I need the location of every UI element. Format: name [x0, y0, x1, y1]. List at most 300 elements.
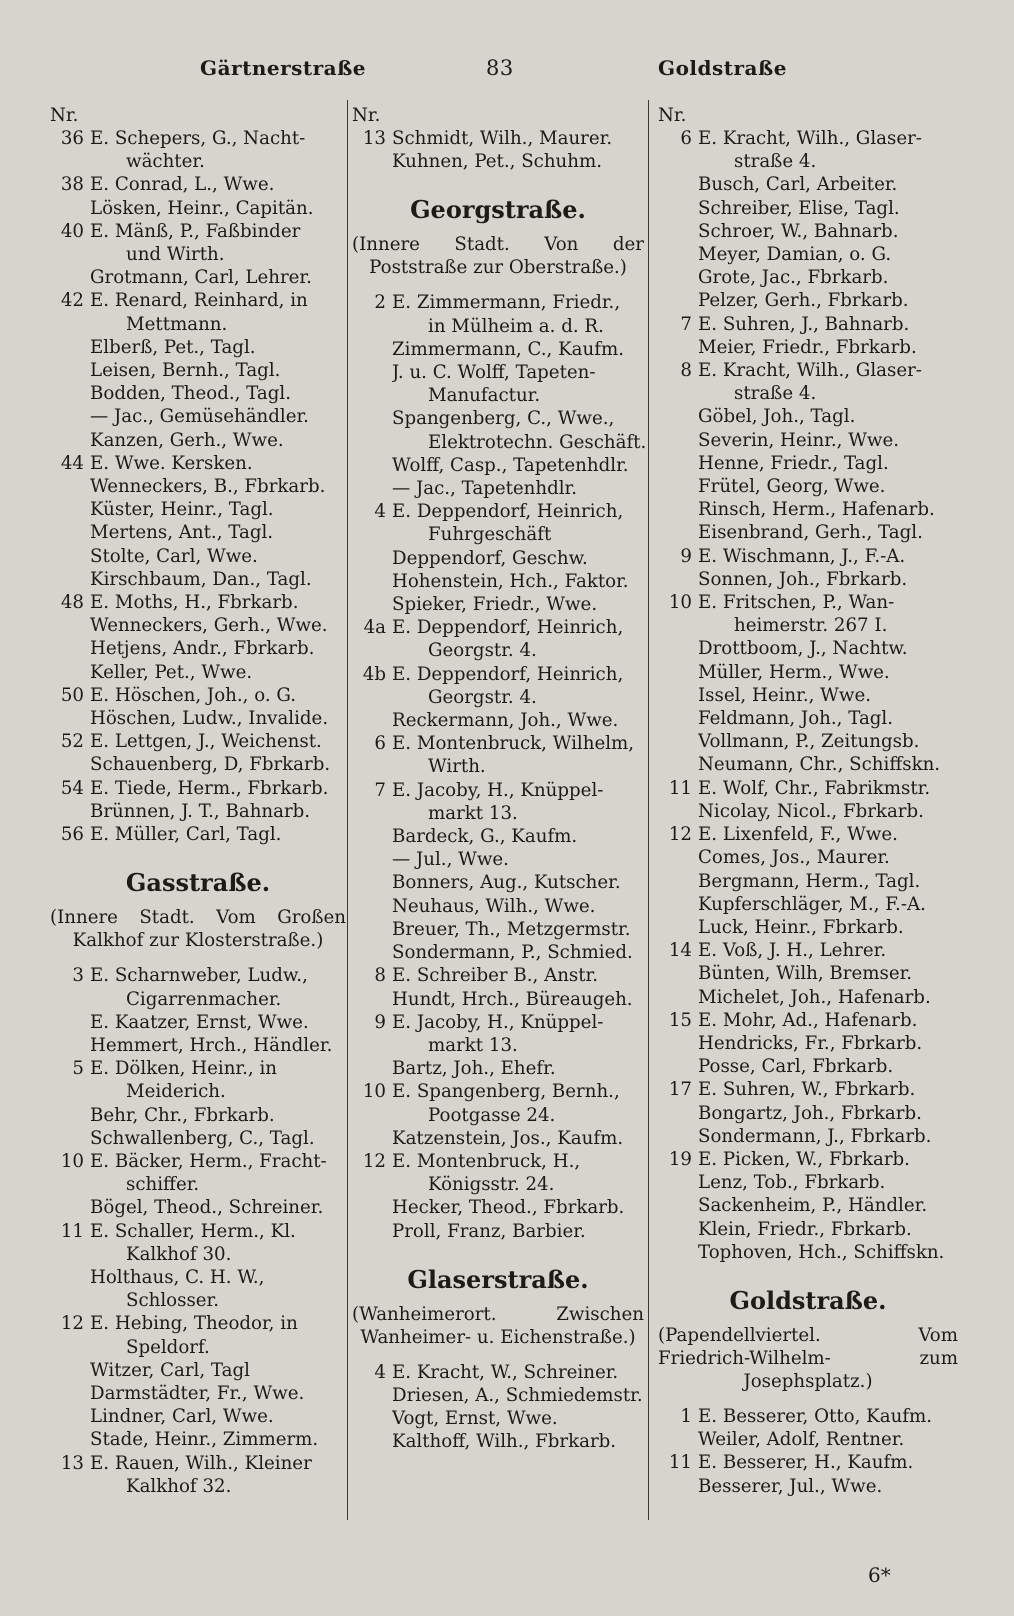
entry-line: Göbel, Joh., Tagl.: [698, 406, 856, 428]
house-number: 1: [680, 1405, 692, 1427]
resident-text: [392, 500, 644, 546]
entry-line: E. Kaatzer, Ernst, Wwe.: [90, 1011, 309, 1033]
address-entry: [658, 1405, 958, 1428]
house-number: 38: [60, 174, 84, 196]
address-entry: [50, 521, 346, 544]
house-number: [352, 1220, 392, 1243]
entry-line: E. Höschen, Joh., o. G.: [90, 684, 297, 706]
address-entry: [50, 777, 346, 800]
address-entry: [658, 452, 958, 475]
entry-line: E. Müller, Carl, Tagl.: [90, 824, 282, 846]
street-heading: Goldstraße.: [729, 1285, 887, 1315]
house-number: [352, 941, 392, 964]
entry-line: Schauenberg, D, Fbrkarb.: [90, 754, 331, 776]
address-entry: [658, 591, 958, 637]
entry-line: markt 13.: [428, 1034, 518, 1056]
entry-line: wächter.: [126, 151, 205, 173]
address-entry: [50, 452, 346, 475]
house-number: [658, 429, 698, 452]
entry-line: Luck, Heinr., Fbrkarb.: [698, 916, 904, 938]
street-heading: Glaserstraße.: [407, 1264, 589, 1294]
entry-list: [658, 1405, 958, 1498]
house-number: 54: [60, 777, 84, 799]
house-number: [50, 336, 90, 359]
resident-text: [90, 1057, 346, 1103]
resident-text: [698, 939, 958, 962]
address-entry: [50, 637, 346, 660]
address-entry: [658, 127, 958, 173]
address-entry: [352, 1080, 644, 1126]
address-entry: [658, 753, 958, 776]
entry-line: Brünnen, J. T., Bahnarb.: [90, 800, 311, 822]
house-number: [50, 1266, 90, 1312]
resident-text: [698, 336, 958, 359]
entry-line: Meier, Friedr., Fbrkarb.: [698, 336, 917, 358]
header-left-street: Gärtnerstraße: [200, 56, 367, 80]
house-number: [658, 986, 698, 1009]
address-entry: [50, 684, 346, 707]
address-entry: [50, 336, 346, 359]
entry-line: Reckermann, Joh., Wwe.: [392, 710, 619, 732]
entry-line: Mettmann.: [126, 313, 228, 335]
house-number: [50, 1104, 90, 1127]
entry-line: Hemmert, Hrch., Händler.: [90, 1034, 333, 1056]
entry-line: E. Wischmann, J., F.-A.: [698, 545, 906, 567]
entry-line: Schmidt, Wilh., Maurer.: [392, 128, 613, 149]
resident-text: [90, 1452, 346, 1498]
entry-line: E. Renard, Reinhard, in: [90, 290, 308, 312]
address-entry: [658, 1055, 958, 1078]
resident-text: [698, 962, 958, 985]
entry-line: Meiderich.: [126, 1081, 226, 1103]
entry-line: E. Rauen, Wilh., Kleiner: [90, 1452, 312, 1474]
house-number: 7: [680, 313, 692, 335]
house-number: [658, 1475, 698, 1498]
resident-text: [698, 289, 958, 312]
resident-text: [392, 964, 644, 987]
resident-text: [698, 197, 958, 220]
house-number: [352, 454, 392, 477]
entry-line: Behr, Chr., Fbrkarb.: [90, 1104, 275, 1126]
resident-text: [90, 684, 346, 707]
entry-line: Severin, Heinr., Wwe.: [698, 429, 900, 451]
entry-line: heimerstr. 267 I.: [734, 615, 888, 637]
resident-text: [392, 454, 644, 477]
address-entry: [50, 1312, 346, 1358]
entry-line: E. Schreiber B., Anstr.: [392, 965, 599, 987]
address-entry: [50, 127, 346, 173]
address-entry: [50, 1196, 346, 1219]
entry-line: E. Wolf, Chr., Fabrikmstr.: [698, 777, 931, 799]
nr-label: Nr.: [658, 105, 687, 126]
entry-line: in Mülheim a. d. R.: [428, 315, 604, 337]
street-description: [658, 1324, 958, 1393]
address-entry: [50, 964, 346, 1010]
resident-text: [90, 1428, 346, 1451]
resident-text: [698, 1102, 958, 1125]
house-number: 17: [668, 1079, 692, 1101]
house-number: [50, 1127, 90, 1150]
resident-text: [90, 475, 346, 498]
resident-text: [698, 313, 958, 336]
resident-text: [698, 1171, 958, 1194]
resident-text: [392, 150, 644, 173]
entry-line: E. Zimmermann, Friedr.,: [392, 292, 621, 314]
address-entry: [352, 848, 644, 871]
resident-text: [698, 127, 958, 173]
house-number: [50, 661, 90, 684]
address-entry: [50, 266, 346, 289]
house-number: [352, 1127, 392, 1150]
address-entry: [658, 1171, 958, 1194]
entry-line: Hundt, Hrch., Büreaugeh.: [392, 988, 633, 1010]
description-line: Friedrich-Wilhelm- zum: [658, 1347, 958, 1369]
house-number: [658, 173, 698, 196]
entry-line: Bongartz, Joh., Fbrkarb.: [698, 1102, 922, 1124]
address-entry: [352, 1384, 644, 1407]
house-number: 8: [680, 360, 692, 382]
street-description: [352, 1303, 644, 1349]
address-entry: [50, 661, 346, 684]
address-entry: [352, 1407, 644, 1430]
address-entry: [658, 197, 958, 220]
resident-text: [90, 197, 346, 220]
entry-line: Drottboom, J., Nachtw.: [698, 638, 908, 660]
address-entry: [50, 220, 346, 266]
entry-line: E. Lixenfeld, F., Wwe.: [698, 824, 898, 846]
nr-label: Nr.: [50, 105, 79, 126]
house-number: 11: [60, 1220, 84, 1242]
address-entry: [658, 1475, 958, 1498]
resident-text: [698, 870, 958, 893]
entry-line: Schreiber, Elise, Tagl.: [698, 197, 900, 219]
resident-text: [698, 684, 958, 707]
house-number: 4: [374, 1361, 386, 1383]
address-entry: [352, 150, 644, 173]
address-entry: [658, 684, 958, 707]
entry-line: E. Bäcker, Herm., Fracht-: [90, 1150, 327, 1172]
resident-text: [90, 266, 346, 289]
address-entry: [352, 1361, 644, 1384]
resident-text: [698, 893, 958, 916]
entry-line: E. Suhren, J., Bahnarb.: [698, 313, 910, 335]
house-number: [658, 521, 698, 544]
address-entry: [50, 707, 346, 730]
house-number: [352, 1384, 392, 1407]
address-entry: [658, 266, 958, 289]
house-number: [658, 1125, 698, 1148]
entry-line: E. Picken, W., Fbrkarb.: [698, 1148, 910, 1170]
entry-line: Wenneckers, Gerh., Wwe.: [90, 615, 328, 637]
entry-line: Deppendorf, Geschw.: [392, 547, 588, 569]
house-number: [658, 1102, 698, 1125]
address-entry: [658, 962, 958, 985]
entry-line: Tophoven, Hch., Schiffskn.: [698, 1241, 945, 1263]
entry-line: Fuhrgeschäft: [428, 524, 552, 546]
resident-text: [698, 452, 958, 475]
entry-line: E. Besserer, Otto, Kaufm.: [698, 1405, 933, 1427]
address-entry: [658, 568, 958, 591]
house-number: 19: [668, 1148, 692, 1170]
house-number: [658, 405, 698, 428]
entry-line: Müller, Herm., Wwe.: [698, 661, 890, 683]
entry-line: Hecker, Theod., Fbrkarb.: [392, 1197, 625, 1219]
house-number: [352, 593, 392, 616]
resident-text: [90, 382, 346, 405]
entry-list: [658, 127, 958, 1264]
entry-line: — Jul., Wwe.: [392, 849, 509, 871]
entry-line: Lindner, Carl, Wwe.: [90, 1406, 274, 1428]
address-entry: [658, 1241, 958, 1264]
header-right-street: Goldstraße: [658, 56, 787, 80]
house-number: [658, 1171, 698, 1194]
address-entry: [658, 1078, 958, 1101]
resident-text: [698, 1241, 958, 1264]
house-number: [658, 197, 698, 220]
house-number: 42: [60, 290, 84, 312]
address-entry: [658, 220, 958, 243]
house-number: [352, 709, 392, 732]
house-number: [658, 1428, 698, 1451]
entry-line: E. Mänß, P., Faßbinder: [90, 220, 301, 242]
entry-line: E. Dölken, Heinr., in: [90, 1058, 277, 1080]
resident-text: [392, 941, 644, 964]
entry-line: E. Lettgen, J., Weichenst.: [90, 731, 322, 753]
resident-text: [392, 825, 644, 848]
address-entry: [50, 498, 346, 521]
resident-text: [392, 361, 644, 407]
address-entry: [50, 1382, 346, 1405]
resident-text: [392, 709, 644, 732]
resident-text: [90, 964, 346, 1010]
resident-text: [698, 1475, 958, 1498]
address-entry: [658, 661, 958, 684]
address-entry: [352, 500, 644, 546]
house-number: 11: [668, 1452, 692, 1474]
entry-line: Zimmermann, C., Kaufm.: [392, 338, 624, 360]
address-entry: [50, 1359, 346, 1382]
resident-text: [392, 1407, 644, 1430]
resident-text: [392, 732, 644, 778]
description-line: Poststraße zur Oberstraße.): [369, 257, 627, 279]
entry-line: straße 4.: [734, 383, 817, 405]
house-number: [658, 568, 698, 591]
address-entry: [50, 614, 346, 637]
address-entry: [658, 289, 958, 312]
resident-text: [90, 498, 346, 521]
address-entry: [352, 127, 644, 150]
entry-line: Bergmann, Herm., Tagl.: [698, 870, 921, 892]
address-entry: [50, 289, 346, 335]
entry-line: Breuer, Th., Metzgermstr.: [392, 918, 631, 940]
entry-line: Rinsch, Herm., Hafenarb.: [698, 499, 935, 521]
house-number: [50, 545, 90, 568]
resident-text: [698, 1451, 958, 1474]
resident-text: [698, 986, 958, 1009]
resident-text: [90, 777, 346, 800]
resident-text: [90, 1104, 346, 1127]
house-number: [50, 614, 90, 637]
resident-text: [90, 800, 346, 823]
entry-line: Bodden, Theod., Tagl.: [90, 383, 291, 405]
address-entry: [352, 570, 644, 593]
resident-text: [392, 477, 644, 500]
resident-text: [90, 1196, 346, 1219]
house-number: 7: [374, 779, 386, 801]
house-number: [658, 266, 698, 289]
house-number: [352, 1196, 392, 1219]
house-number: [658, 498, 698, 521]
entry-line: Schroer, W., Bahnarb.: [698, 220, 899, 242]
house-number: [658, 243, 698, 266]
house-number: 8: [374, 965, 386, 987]
resident-text: [698, 916, 958, 939]
description-line: Kalkhof zur Klosterstraße.): [72, 930, 324, 952]
resident-text: [698, 753, 958, 776]
house-number: [352, 150, 392, 173]
house-number: [50, 1405, 90, 1428]
house-number: [658, 1055, 698, 1078]
entry-line: Grote, Jac., Fbrkarb.: [698, 267, 889, 289]
resident-text: [90, 127, 346, 173]
entry-line: E. Kracht, Wilh., Glaser-: [698, 128, 922, 149]
entry-line: E. Montenbruck, Wilhelm,: [392, 733, 635, 755]
entry-line: Holthaus, C. H. W.,: [90, 1266, 265, 1288]
resident-text: [90, 661, 346, 684]
house-number: [352, 570, 392, 593]
house-number: [352, 895, 392, 918]
entry-line: Posse, Carl, Fbrkarb.: [698, 1056, 894, 1078]
resident-text: [392, 1150, 644, 1196]
entry-line: Elberß, Pet., Tagl.: [90, 336, 256, 358]
entry-line: E. Besserer, H., Kaufm.: [698, 1452, 914, 1474]
resident-text: [698, 846, 958, 869]
house-number: [50, 1196, 90, 1219]
address-entry: [352, 988, 644, 1011]
resident-text: [698, 823, 958, 846]
entry-line: Henne, Friedr., Tagl.: [698, 452, 889, 474]
house-number: 14: [668, 940, 692, 962]
house-number: 10: [362, 1081, 386, 1103]
address-entry: [50, 405, 346, 428]
entry-line: Bonners, Aug., Kutscher.: [392, 872, 621, 894]
resident-text: [392, 1384, 644, 1407]
entry-line: Keller, Pet., Wwe.: [90, 661, 253, 683]
entry-line: Manufactur.: [428, 385, 541, 407]
entry-line: Kirschbaum, Dan., Tagl.: [90, 568, 312, 590]
resident-text: [698, 707, 958, 730]
resident-text: [698, 1055, 958, 1078]
address-entry: [658, 521, 958, 544]
resident-text: [90, 429, 346, 452]
house-number: 3: [72, 965, 84, 987]
house-number: [50, 1382, 90, 1405]
house-number: 13: [362, 128, 386, 149]
address-entry: [50, 1104, 346, 1127]
resident-text: [90, 220, 346, 266]
entry-line: E. Suhren, W., Fbrkarb.: [698, 1079, 916, 1101]
entry-line: Hendricks, Fr., Fbrkarb.: [698, 1032, 923, 1054]
house-number: [352, 1407, 392, 1430]
house-number: [50, 568, 90, 591]
house-number: [50, 800, 90, 823]
resident-text: [392, 1057, 644, 1080]
street-description: [50, 906, 346, 952]
address-entry: [50, 823, 346, 846]
entry-line: Schlosser.: [126, 1290, 220, 1312]
address-entry: [50, 382, 346, 405]
house-number: 4a: [363, 617, 386, 639]
entry-line: Georgstr. 4.: [428, 640, 537, 662]
address-entry: [658, 846, 958, 869]
entry-list: [50, 964, 346, 1498]
entry-line: Pootgasse 24.: [428, 1104, 556, 1126]
entry-line: Grotmann, Carl, Lehrer.: [90, 267, 312, 289]
house-number: 9: [374, 1011, 386, 1033]
entry-line: Lenz, Tob., Fbrkarb.: [698, 1172, 886, 1194]
entry-line: Darmstädter, Fr., Wwe.: [90, 1382, 305, 1404]
entry-line: E. Kracht, Wilh., Glaser-: [698, 360, 922, 382]
house-number: [658, 870, 698, 893]
house-number: 15: [668, 1009, 692, 1031]
entry-line: Vollmann, P., Zeitungsb.: [698, 731, 920, 753]
entry-line: Schwallenberg, C., Tagl.: [90, 1127, 315, 1149]
house-number: [50, 405, 90, 428]
house-number: 12: [668, 824, 692, 846]
address-entry: [352, 918, 644, 941]
entry-line: E. Tiede, Herm., Fbrkarb.: [90, 777, 329, 799]
column-3: [658, 104, 958, 1498]
house-number: 6: [680, 128, 692, 149]
entry-line: E. Spangenberg, Bernh.,: [392, 1081, 620, 1103]
address-entry: [658, 498, 958, 521]
resident-text: [392, 1220, 644, 1243]
house-number: 40: [60, 220, 84, 242]
entry-line: Katzenstein, Jos., Kaufm.: [392, 1127, 624, 1149]
house-number: 44: [60, 452, 84, 474]
house-number: 48: [60, 592, 84, 614]
entry-line: E. Jacoby, H., Knüppel-: [392, 1011, 604, 1033]
entry-line: E. Montenbruck, H.,: [392, 1150, 581, 1172]
entry-line: Speldorf.: [126, 1336, 210, 1358]
house-number: [658, 220, 698, 243]
house-number: 12: [362, 1150, 386, 1172]
address-entry: [50, 197, 346, 220]
resident-text: [698, 1218, 958, 1241]
resident-text: [392, 988, 644, 1011]
resident-text: [392, 127, 644, 150]
address-entry: [352, 454, 644, 477]
house-number: 4b: [362, 663, 386, 685]
address-entry: [352, 593, 644, 616]
address-entry: [352, 547, 644, 570]
entry-line: Neumann, Chr., Schiffskn.: [698, 754, 941, 776]
house-number: [50, 1359, 90, 1382]
entry-line: Spangenberg, C., Wwe.,: [392, 408, 615, 430]
entry-line: E. Moths, H., Fbrkarb.: [90, 592, 299, 614]
resident-text: [698, 429, 958, 452]
house-number: 4: [374, 501, 386, 523]
entry-line: Cigarrenmacher.: [126, 988, 282, 1010]
house-number: [50, 429, 90, 452]
entry-line: E. Voß, J. H., Lehrer.: [698, 940, 887, 962]
resident-text: [90, 1011, 346, 1034]
address-entry: [658, 823, 958, 846]
entry-line: Wolff, Casp., Tapetenhdlr.: [392, 454, 629, 476]
house-number: 5: [72, 1058, 84, 1080]
address-entry: [352, 477, 644, 500]
resident-text: [392, 570, 644, 593]
